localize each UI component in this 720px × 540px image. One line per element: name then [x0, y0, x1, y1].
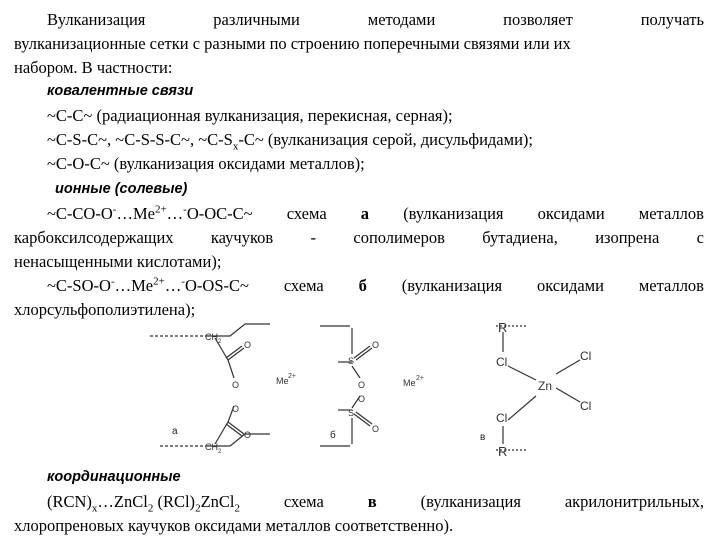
- intro-line-2: вулканизационные сетки с разными по строению поперечными связями или их: [14, 34, 571, 53]
- word: оксидами: [536, 276, 604, 295]
- word: (вулканизация: [420, 492, 521, 511]
- word: получать: [640, 10, 704, 29]
- formula-subscript: x: [232, 140, 239, 153]
- word: схема: [283, 276, 324, 295]
- metal-charge: 2+: [416, 375, 424, 382]
- oxygen-label: O: [232, 380, 240, 390]
- ionic-b-line-1: [47, 274, 704, 297]
- sulfur-label: S: [348, 408, 355, 418]
- word: различными: [213, 10, 300, 29]
- word: -: [310, 228, 317, 247]
- scheme-c-label: в: [480, 432, 486, 443]
- ch-label: CH: [205, 442, 218, 452]
- chlorine-label: Cl: [496, 355, 508, 369]
- scheme-b-label: б: [330, 430, 336, 441]
- word: акрилонитрильных,: [564, 492, 704, 511]
- word: с: [696, 228, 704, 247]
- word: схема: [283, 492, 324, 511]
- word: позволяет: [503, 10, 573, 29]
- word: схема: [286, 204, 327, 223]
- word: каучуков: [210, 228, 274, 247]
- word: металлов: [638, 276, 704, 295]
- metal-label: Me: [403, 378, 416, 388]
- formula-part: -C~ (вулканизация серой, дисульфидами);: [238, 130, 533, 149]
- chlorine-label: Cl: [496, 411, 508, 425]
- intro-line-1: [47, 8, 704, 31]
- oxygen-label: O: [372, 340, 380, 350]
- word: а: [360, 204, 370, 223]
- formula-c: $(RCN)_x\dots ZnCl_2$ $(RCl)_2ZnCl_2$: [47, 492, 240, 515]
- word: бутадиена,: [482, 228, 558, 247]
- ionic-b-line-2: хлорсульфополиэтилена);: [14, 300, 196, 319]
- coordination-heading: координационные: [47, 469, 181, 485]
- formula-a: $\sim C-CO-O^-\dots Me^{2+}\dots^-O-OC-C\sim$: [47, 203, 253, 223]
- coordination-line-1: [47, 490, 704, 513]
- zinc-label: Zn: [538, 379, 553, 393]
- sulfur-label: S: [348, 356, 355, 366]
- coordination-line-2: хлоропреновых каучуков оксидами металлов соответственно).: [14, 516, 454, 535]
- ch-subscript: 2: [218, 339, 222, 345]
- word: изопрена: [595, 228, 660, 247]
- ionic-a-line-1: [47, 202, 704, 225]
- covalent-item-1: ~C-C~ (радиационная вулканизация, перекисная, серная);: [47, 106, 453, 125]
- covalent-item-3: ~C-O-C~ (вулканизация оксидами металлов);: [47, 154, 365, 173]
- word: в: [367, 492, 377, 511]
- word: оксидами: [537, 204, 605, 223]
- ionic-a-line-2: [14, 226, 704, 249]
- word: карбоксилсодержащих: [14, 228, 174, 247]
- covalent-heading: ковалентные связи: [47, 83, 194, 99]
- oxygen-label: O: [232, 404, 240, 414]
- oxygen-label: O: [372, 424, 380, 434]
- r-group-label: R: [498, 444, 508, 459]
- structure-diagram: [0, 316, 720, 466]
- oxygen-label: O: [358, 394, 366, 404]
- scheme-a-label: а: [172, 426, 178, 437]
- covalent-item-2: [47, 128, 704, 151]
- oxygen-label: O: [244, 430, 252, 440]
- word: сополимеров: [353, 228, 445, 247]
- formula-part: ~C-S-C~, ~C-S-S-C~, ~C-S: [47, 130, 233, 149]
- oxygen-label: O: [358, 380, 366, 390]
- ch-subscript: 2: [218, 449, 222, 455]
- word: (вулканизация: [403, 204, 504, 223]
- word: Вулканизация: [47, 10, 146, 29]
- ch-label: CH: [205, 332, 218, 342]
- oxygen-label: O: [244, 340, 252, 350]
- ionic-heading: ионные (солевые): [55, 181, 188, 197]
- intro-line-3: набором. В частности:: [14, 58, 173, 77]
- word: методами: [367, 10, 436, 29]
- word: металлов: [638, 204, 704, 223]
- word: б: [358, 276, 367, 295]
- r-group-label: R: [498, 320, 508, 335]
- metal-label: Me: [276, 376, 289, 386]
- chlorine-label: Cl: [580, 399, 592, 413]
- metal-charge: 2+: [288, 373, 296, 380]
- formula-b: $\sim C-SO-O^-\dots Me^{2+}\dots^-O-OS-C\sim$: [47, 275, 249, 295]
- word: (вулканизация: [401, 276, 503, 295]
- chlorine-label: Cl: [580, 349, 592, 363]
- ionic-a-line-3: ненасыщенными кислотами);: [14, 252, 222, 271]
